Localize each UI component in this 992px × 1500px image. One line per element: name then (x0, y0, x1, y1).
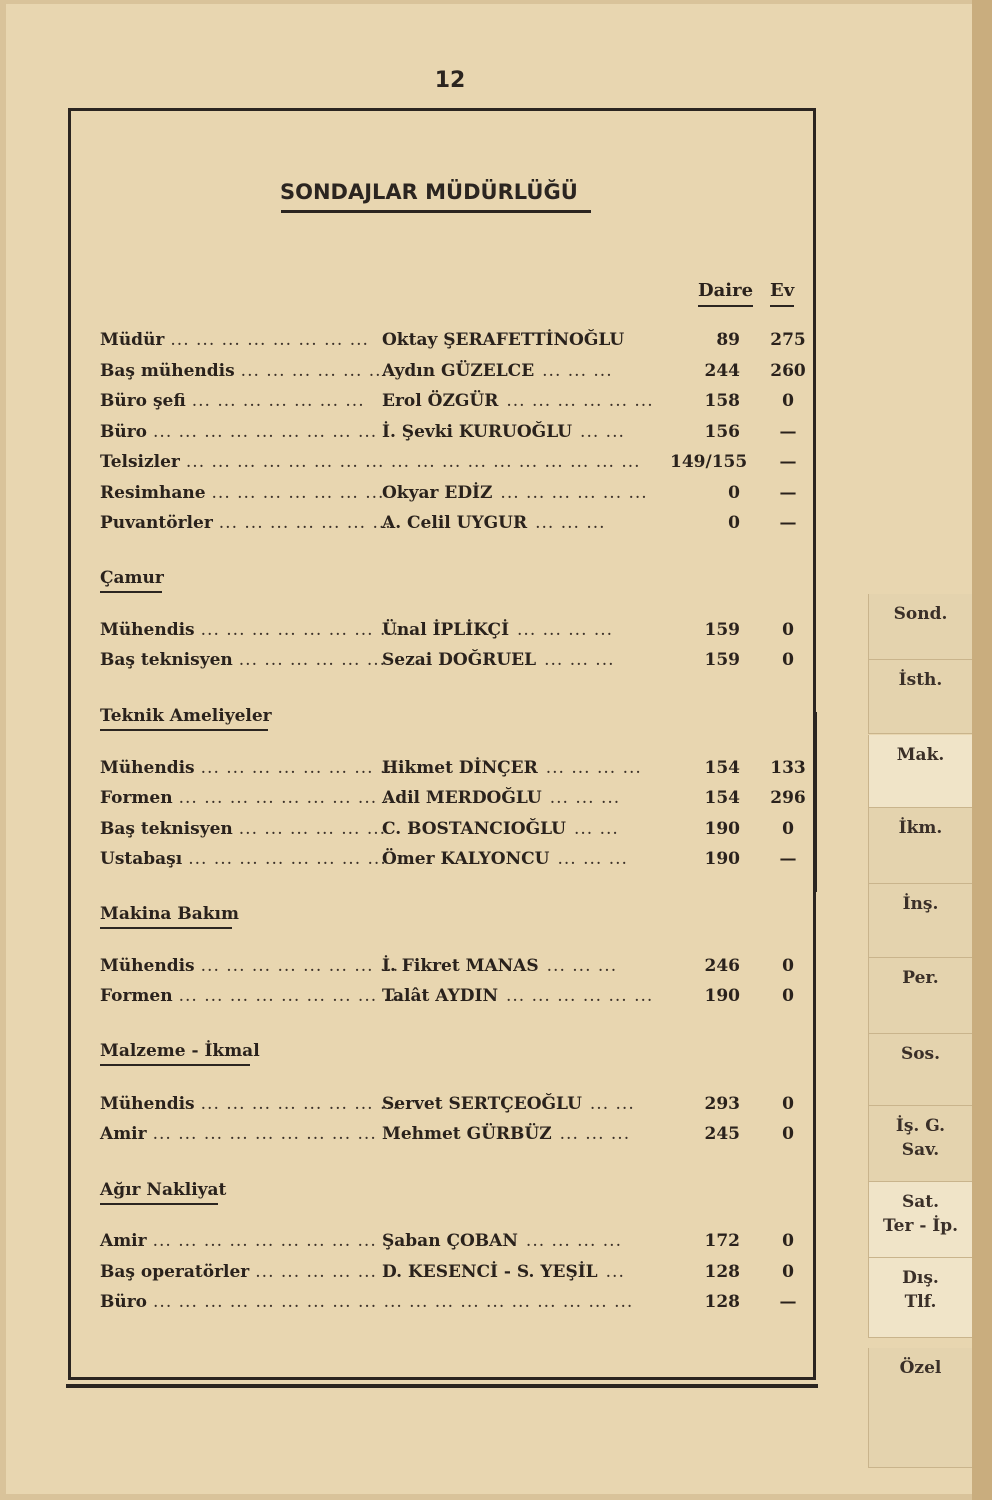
index-tab[interactable] (868, 594, 972, 660)
directory-row (100, 956, 800, 980)
entry-ev-number: — (779, 513, 797, 533)
section-heading-label: Ağır Nakliyat (100, 1180, 227, 1200)
index-tab[interactable] (868, 660, 972, 734)
directory-row (100, 513, 800, 537)
index-tab-label: Sat. (901, 1192, 940, 1212)
leader-dots: ... ... ... ... ... ... ... (218, 513, 392, 533)
section-heading-label: Malzeme - İkmal (100, 1041, 260, 1061)
leader-dots: ... ... ... ... ... ... ... ... (188, 849, 387, 869)
directory-row (100, 361, 806, 385)
entry-daire-number: 89 (716, 330, 740, 350)
column-header-ev-label: Ev (770, 280, 795, 301)
entry-role: Mühendis (100, 620, 195, 640)
entry-person-name: Oktay ŞERAFETTİNOĞLU (382, 330, 625, 350)
entry-ev-number: 0 (782, 956, 794, 976)
entry-daire-number: 154 (704, 758, 740, 778)
entry-daire-number: 128 (704, 1292, 740, 1312)
leader-dots: ... ... ... ... (517, 620, 614, 640)
entry-role: Mühendis (100, 956, 195, 976)
entry-person-name: Erol ÖZGÜR (382, 391, 499, 411)
entry-person-name: Ömer KALYONCU (382, 849, 550, 869)
leader-dots: ... ... ... (542, 361, 613, 381)
index-tab-label: Dış. (902, 1268, 939, 1288)
entry-person-name: İ. Fikret MANAS (382, 956, 539, 976)
directory-row (100, 1094, 800, 1118)
index-tab-label-secondary: Sav. (901, 1140, 940, 1160)
directory-row (100, 849, 800, 873)
index-tab[interactable] (868, 1106, 972, 1182)
section-heading (100, 1180, 226, 1205)
entry-daire-number: 0 (728, 483, 740, 503)
leader-dots: ... ... ... (557, 849, 628, 869)
column-header-daire (698, 280, 753, 307)
entry-person-name: Servet SERTÇEOĞLU (382, 1094, 582, 1114)
entry-person-name: Sezai DOĞRUEL (382, 650, 537, 670)
index-tab-label: İnş. (902, 894, 939, 914)
frame-bottom-rule (66, 1384, 818, 1388)
directory-row (100, 1292, 800, 1316)
entry-person-name: Aydın GÜZELCE (382, 361, 535, 381)
entry-role: Mühendis (100, 758, 195, 778)
leader-dots: ... ... ... ... ... ... (238, 819, 387, 839)
entry-ev-number: — (779, 1292, 797, 1312)
section-heading-rule (100, 1064, 250, 1066)
entry-person-name: D. KESENCİ - S. YEŞİL (382, 1262, 598, 1282)
entry-ev-number: 0 (782, 1231, 794, 1251)
entry-daire-number: 245 (704, 1124, 740, 1144)
directory-row (100, 1262, 800, 1286)
entry-daire-number: 244 (704, 361, 740, 381)
leader-dots: ... ... ... ... ... ... ... ... ... (152, 1231, 377, 1251)
entry-ev-number: 0 (782, 391, 794, 411)
index-tab[interactable] (868, 1034, 972, 1106)
leader-dots: ... ... ... (535, 513, 606, 533)
entry-daire-number: 246 (704, 956, 740, 976)
column-header-ev-rule (770, 305, 794, 307)
index-tab-label: İş. G. (895, 1116, 946, 1136)
frame-right-bar (814, 712, 817, 892)
leader-dots: ... (605, 1262, 625, 1282)
entry-person-name: A. Celil UYGUR (382, 513, 528, 533)
entry-role: Formen (100, 788, 173, 808)
entry-ev-number: — (779, 483, 797, 503)
entry-ev-number: 0 (782, 819, 794, 839)
page-title: SONDAJLAR MÜDÜRLÜĞÜ (280, 180, 578, 204)
leader-dots: ... ... ... (549, 788, 621, 808)
entry-role: Baş teknisyen (100, 650, 233, 670)
column-header-daire-label: Daire (698, 280, 754, 301)
entry-role: Resimhane (100, 483, 206, 503)
leader-dots: ... ... ... ... ... ... ... ... (200, 620, 400, 640)
entry-daire-number: 190 (704, 819, 740, 839)
entry-ev-number: 0 (782, 620, 794, 640)
entry-ev-number: 0 (782, 1262, 794, 1282)
entry-ev-number: 275 (770, 330, 806, 350)
index-tab[interactable] (868, 808, 972, 884)
directory-row (100, 1231, 800, 1255)
entry-role: Büro şefi (100, 391, 186, 411)
entry-daire-number: 154 (704, 788, 740, 808)
entry-daire-number: 149/155 (670, 452, 748, 472)
leader-dots: ... ... ... ... ... ... (240, 361, 388, 381)
entry-role: Baş teknisyen (100, 819, 233, 839)
entry-role: Mühendis (100, 1094, 195, 1114)
section-heading (100, 1041, 260, 1066)
section-heading (100, 568, 164, 593)
index-tab[interactable] (868, 1258, 972, 1338)
leader-dots: ... ... ... (544, 650, 615, 670)
index-tab-label: Mak. (896, 745, 945, 765)
directory-row (100, 650, 800, 674)
page-number: 12 (434, 68, 466, 93)
entry-ev-number: 260 (770, 361, 806, 381)
column-header-ev (770, 280, 794, 307)
leader-dots: ... ... (573, 819, 619, 839)
leader-dots: ... ... ... ... ... ... (238, 650, 387, 670)
entry-person-name: Hikmet DİNÇER (382, 758, 538, 778)
entry-role: Formen (100, 986, 173, 1006)
entry-ev-number: 0 (782, 986, 794, 1006)
entry-role: Baş operatörler (100, 1262, 250, 1282)
leader-dots: ... ... ... ... ... (255, 1262, 377, 1282)
entry-daire-number: 158 (704, 391, 740, 411)
leader-dots: ... ... ... ... ... ... ... ... ... (178, 788, 403, 808)
leader-dots: ... ... ... ... ... ... ... ... (200, 956, 400, 976)
index-tab-label: Sos. (900, 1044, 941, 1064)
section-heading-rule (100, 729, 268, 731)
directory-row (100, 1124, 800, 1148)
entry-daire-number: 293 (704, 1094, 740, 1114)
entry-person-name: Mehmet GÜRBÜZ (382, 1124, 552, 1144)
entry-role: Büro (100, 422, 148, 442)
entry-daire-number: 159 (704, 620, 740, 640)
leader-dots: ... ... ... ... ... ... (500, 483, 648, 503)
leader-dots: ... ... ... ... ... ... ... ... ... ... ... ... ... ... ... ... ... ... (185, 452, 641, 472)
index-tab-label: Özel (899, 1358, 942, 1378)
leader-dots: ... ... ... ... ... ... ... ... (200, 758, 400, 778)
directory-row (100, 330, 806, 354)
leader-dots: ... ... ... ... ... ... ... ... ... (178, 986, 403, 1006)
directory-row (100, 483, 800, 507)
section-heading-rule (100, 591, 162, 593)
directory-row (100, 452, 800, 476)
leader-dots: ... ... (589, 1094, 635, 1114)
directory-row (100, 391, 800, 415)
leader-dots: ... ... ... (546, 956, 618, 976)
leader-dots: ... ... ... ... (525, 1231, 622, 1251)
index-tab-label: İsth. (898, 670, 943, 690)
directory-row (100, 819, 800, 843)
entry-role: Büro (100, 1292, 148, 1312)
directory-row (100, 422, 800, 446)
index-tab-label: İkm. (898, 818, 943, 838)
entry-role: Müdür (100, 330, 165, 350)
section-heading-label: Çamur (100, 568, 164, 588)
entry-role: Amir (100, 1231, 147, 1251)
section-heading-rule (100, 1203, 218, 1205)
directory-row (100, 620, 800, 644)
entry-ev-number: — (779, 422, 797, 442)
section-heading-rule (100, 927, 232, 929)
entry-person-name: Okyar EDİZ (382, 483, 493, 503)
index-tab[interactable] (868, 735, 972, 808)
section-heading (100, 706, 272, 731)
book-spine (972, 0, 992, 1500)
index-tab-label-secondary: Tlf. (904, 1292, 937, 1312)
entry-person-name: C. BOSTANCIOĞLU (382, 819, 566, 839)
directory-row (100, 758, 806, 782)
leader-dots: ... ... ... ... ... ... ... ... (200, 1094, 400, 1114)
entry-daire-number: 172 (704, 1231, 740, 1251)
index-tab-label: Sond. (893, 604, 948, 624)
index-tab[interactable] (868, 1182, 972, 1258)
title-underline (281, 210, 591, 213)
entry-role: Baş mühendis (100, 361, 235, 381)
entry-ev-number: — (779, 849, 797, 869)
entry-ev-number: — (779, 452, 797, 472)
entry-ev-number: 0 (782, 1094, 794, 1114)
index-tab-label: Per. (902, 968, 939, 988)
index-tab[interactable] (868, 884, 972, 958)
section-heading-label: Teknik Ameliyeler (100, 706, 272, 726)
leader-dots: ... ... ... ... ... ... ... ... ... ... ... ... ... ... ... ... ... ... ... (153, 1292, 634, 1312)
entry-daire-number: 190 (704, 986, 740, 1006)
leader-dots: ... ... ... ... ... ... (506, 986, 654, 1006)
entry-role: Amir (100, 1124, 147, 1144)
leader-dots: ... ... ... ... ... ... ... (191, 391, 365, 411)
directory-row (100, 788, 806, 812)
entry-daire-number: 190 (704, 849, 740, 869)
leader-dots: ... ... ... ... ... ... (506, 391, 654, 411)
entry-ev-number: 133 (770, 758, 806, 778)
entry-person-name: Adil MERDOĞLU (382, 788, 542, 808)
entry-ev-number: 0 (782, 1124, 794, 1144)
section-heading (100, 904, 239, 929)
entry-ev-number: 296 (770, 788, 806, 808)
section-heading-label: Makina Bakım (100, 904, 239, 924)
entry-person-name: Şaban ÇOBAN (382, 1231, 518, 1251)
entry-role: Puvantörler (100, 513, 213, 533)
leader-dots: ... ... (580, 422, 625, 442)
leader-dots: ... ... ... (559, 1124, 631, 1144)
entry-role: Telsizler (100, 452, 180, 472)
directory-row (100, 986, 800, 1010)
entry-person-name: İ. Şevki KURUOĞLU (382, 422, 573, 442)
index-tab[interactable] (868, 958, 972, 1034)
entry-daire-number: 159 (704, 650, 740, 670)
index-tab[interactable] (868, 1348, 972, 1468)
entry-daire-number: 0 (728, 513, 740, 533)
index-tab-label-secondary: Ter - İp. (882, 1216, 959, 1236)
leader-dots: ... ... ... ... ... ... ... (211, 483, 385, 503)
entry-daire-number: 156 (704, 422, 740, 442)
entry-daire-number: 128 (704, 1262, 740, 1282)
leader-dots: ... ... ... ... ... ... ... ... ... (153, 422, 378, 442)
column-header-daire-rule (698, 305, 753, 307)
entry-role: Ustabaşı (100, 849, 183, 869)
leader-dots: ... ... ... ... ... ... ... ... (170, 330, 369, 350)
leader-dots: ... ... ... ... (545, 758, 642, 778)
leader-dots: ... ... ... ... ... ... ... ... ... (152, 1124, 377, 1144)
entry-ev-number: 0 (782, 650, 794, 670)
entry-person-name: Ünal İPLİKÇİ (382, 620, 510, 640)
entry-person-name: Talât AYDIN (382, 986, 498, 1006)
